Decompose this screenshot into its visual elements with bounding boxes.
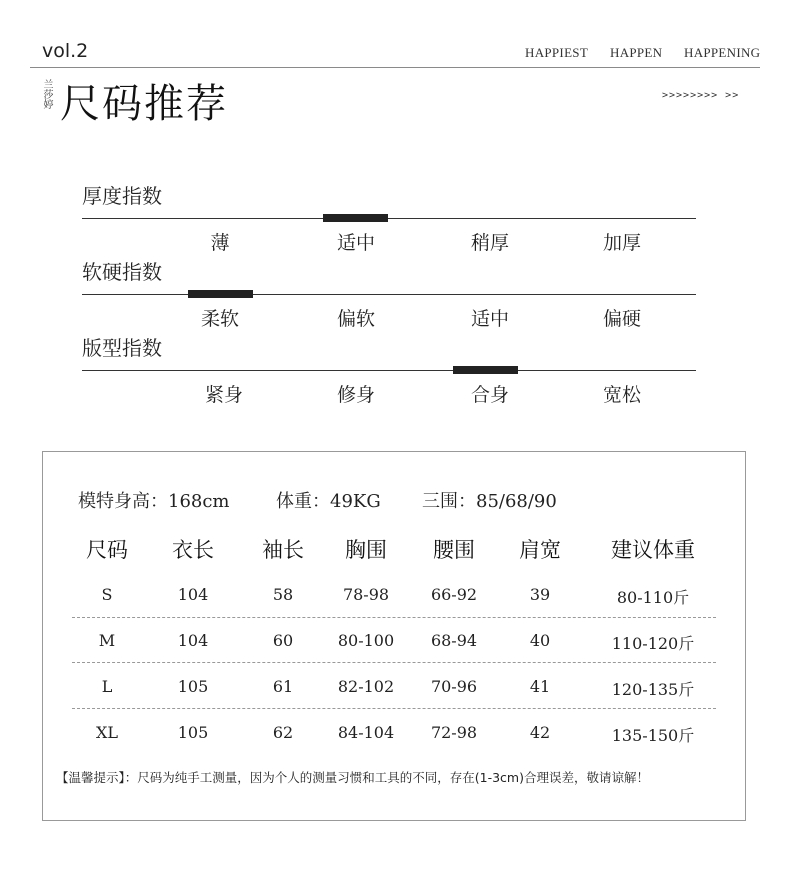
cell-length: 104 — [177, 631, 209, 650]
thickness-option: 稍厚 — [470, 232, 509, 254]
brand-vertical-text: 兰莎婷 — [41, 79, 52, 109]
cell-weight: 120-135斤 — [611, 680, 695, 699]
thickness-index-label: 厚度指数 — [82, 184, 162, 208]
nav-item-happening: HAPPENING — [684, 45, 761, 60]
thickness-index-marker — [323, 214, 388, 222]
thickness-option: 加厚 — [602, 232, 641, 254]
header-divider — [30, 67, 760, 68]
col-header-shoulder: 肩宽 — [519, 538, 561, 562]
page-title: 尺码推荐 — [60, 81, 228, 127]
cell-shoulder: 42 — [529, 723, 551, 742]
cell-weight: 135-150斤 — [611, 726, 695, 745]
nav-item-happen: HAPPEN — [610, 45, 663, 60]
cell-size: M — [98, 631, 116, 650]
volume-label: vol.2 — [42, 40, 89, 62]
model-weight: 体重：49KG — [276, 491, 381, 512]
cell-sleeve: 62 — [272, 723, 294, 742]
softness-index-marker — [188, 290, 253, 298]
col-header-weight: 建议体重 — [611, 538, 695, 562]
col-header-sleeve: 袖长 — [262, 538, 304, 562]
softness-option: 柔软 — [200, 308, 239, 330]
softness-index-line — [82, 294, 696, 295]
cell-bust: 82-102 — [337, 677, 395, 696]
cell-length: 104 — [177, 585, 209, 604]
thickness-option: 适中 — [336, 232, 375, 254]
arrows-decoration: >>>>>>>> >> — [662, 90, 740, 101]
cell-shoulder: 41 — [529, 677, 551, 696]
model-measurements: 三围：85/68/90 — [422, 491, 557, 512]
softness-index-label: 软硬指数 — [82, 260, 162, 284]
measurement-tip: 【温馨提示】：尺码为纯手工测量，因为个人的测量习惯和工具的不同，存在(1-3cm)合理误差，敬请谅解！ — [56, 770, 649, 785]
col-header-length: 衣长 — [172, 538, 214, 562]
cell-shoulder: 39 — [529, 585, 551, 604]
cell-bust: 80-100 — [337, 631, 395, 650]
col-header-waist: 腰围 — [433, 538, 475, 562]
col-header-bust: 胸围 — [345, 538, 387, 562]
thickness-option: 薄 — [210, 232, 230, 254]
fit-option: 合身 — [470, 384, 509, 406]
cell-sleeve: 61 — [272, 677, 294, 696]
cell-waist: 68-94 — [430, 631, 478, 650]
cell-shoulder: 40 — [529, 631, 551, 650]
thickness-index-line — [82, 218, 696, 219]
cell-size: L — [101, 677, 113, 696]
softness-option: 偏软 — [336, 308, 375, 330]
cell-sleeve: 58 — [272, 585, 294, 604]
cell-weight: 80-110斤 — [616, 588, 690, 607]
cell-waist: 66-92 — [430, 585, 478, 604]
cell-length: 105 — [177, 677, 209, 696]
model-height: 模特身高：168cm — [78, 491, 230, 512]
fit-index-marker — [453, 366, 518, 374]
row-divider — [72, 617, 716, 618]
softness-option: 偏硬 — [602, 308, 641, 330]
fit-option: 修身 — [336, 384, 375, 406]
fit-option: 紧身 — [204, 384, 243, 406]
cell-bust: 78-98 — [342, 585, 390, 604]
row-divider — [72, 662, 716, 663]
nav-item-happiest: HAPPIEST — [525, 45, 589, 60]
fit-index-line — [82, 370, 696, 371]
fit-option: 宽松 — [602, 384, 641, 406]
cell-waist: 70-96 — [430, 677, 478, 696]
cell-sleeve: 60 — [272, 631, 294, 650]
cell-bust: 84-104 — [337, 723, 395, 742]
col-header-size: 尺码 — [86, 538, 128, 562]
softness-option: 适中 — [470, 308, 509, 330]
cell-size: S — [101, 585, 113, 604]
cell-weight: 110-120斤 — [611, 634, 695, 653]
cell-waist: 72-98 — [430, 723, 478, 742]
cell-size: XL — [95, 723, 118, 742]
row-divider — [72, 708, 716, 709]
cell-length: 105 — [177, 723, 209, 742]
fit-index-label: 版型指数 — [82, 336, 162, 360]
